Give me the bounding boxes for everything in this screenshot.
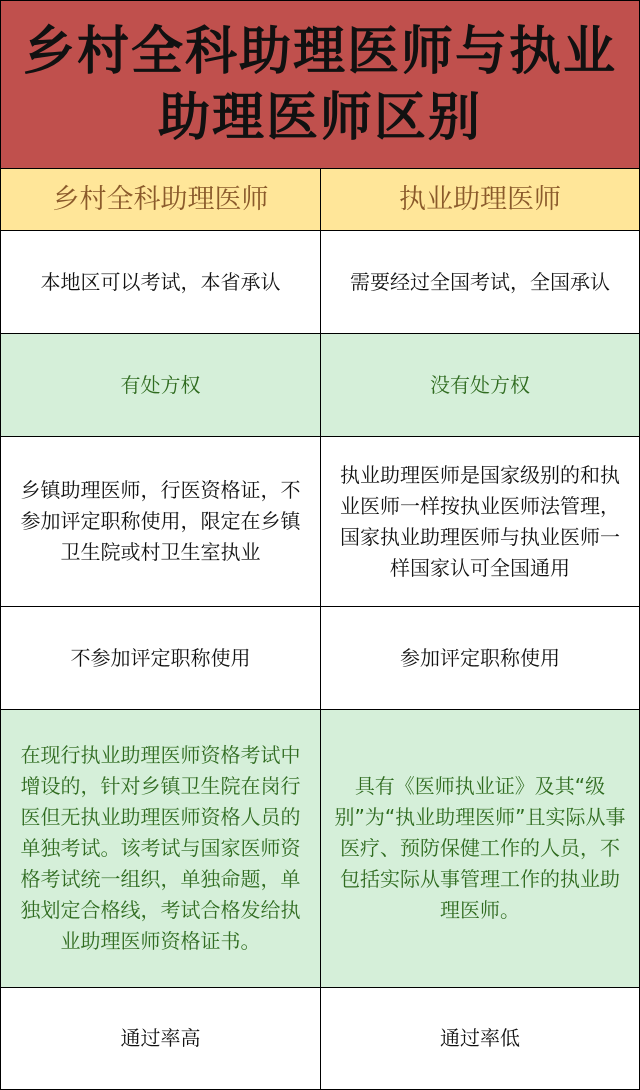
cell-text: 本地区可以考试，本省承认 — [40, 269, 281, 294]
table-row — [1, 710, 639, 988]
cell-rural — [1, 710, 320, 987]
column-header-licensed — [320, 169, 639, 230]
column-header-licensed-label: 执业助理医师 — [399, 184, 561, 215]
cell-text: 通过率高 — [120, 1026, 201, 1050]
page-title: 乡村全科助理医师与执业助理医师区别 — [22, 21, 617, 148]
cell-text: 不参加评定职称使用 — [70, 645, 251, 670]
cell-licensed — [320, 334, 639, 436]
cell-licensed — [320, 231, 639, 333]
cell-text: 参加评定职称使用 — [400, 645, 560, 670]
cell-rural — [1, 334, 320, 436]
table-title-bar — [1, 1, 639, 169]
table-row — [1, 988, 639, 1089]
table-row — [1, 607, 639, 710]
cell-rural — [1, 437, 320, 606]
cell-text: 有处方权 — [120, 372, 201, 397]
cell-rural — [1, 231, 320, 333]
cell-licensed — [320, 988, 639, 1089]
cell-rural — [1, 988, 320, 1089]
header-row — [1, 169, 639, 231]
column-header-rural-label: 乡村全科助理医师 — [52, 184, 269, 215]
cell-rural — [1, 607, 320, 709]
cell-text: 执业助理医师是国家级别的和执业医师一样按执业医师法管理，国家执业助理医师与执业医师一样国家认可全国通用 — [340, 462, 620, 580]
column-header-rural — [1, 169, 320, 230]
table-row — [1, 231, 639, 334]
cell-text: 在现行执业助理医师资格考试中增设的，针对乡镇卫生院在岗行医但无执业助理医师资格人员的单独考试。该考试与国家医师资格考试统一组织，单独命题，单独划定合格线，考试合格发给执业助理医师资格证书。 — [20, 743, 301, 953]
cell-licensed — [320, 437, 639, 606]
cell-text: 具有《医师执业证》及其“级别”为“执业助理医师”且实际从事医疗、预防保健工作的人员，不包括实际从事管理工作的执业助理医师。 — [334, 774, 626, 922]
table-row — [1, 437, 639, 607]
cell-text: 乡镇助理医师，行医资格证，不参加评定职称使用，限定在乡镇卫生院或村卫生室执业 — [20, 478, 301, 564]
cell-licensed — [320, 607, 639, 709]
cell-licensed — [320, 710, 639, 987]
cell-text: 通过率低 — [440, 1026, 520, 1050]
cell-text: 需要经过全国考试，全国承认 — [350, 269, 610, 294]
cell-text: 没有处方权 — [430, 372, 530, 397]
table-row — [1, 334, 639, 437]
